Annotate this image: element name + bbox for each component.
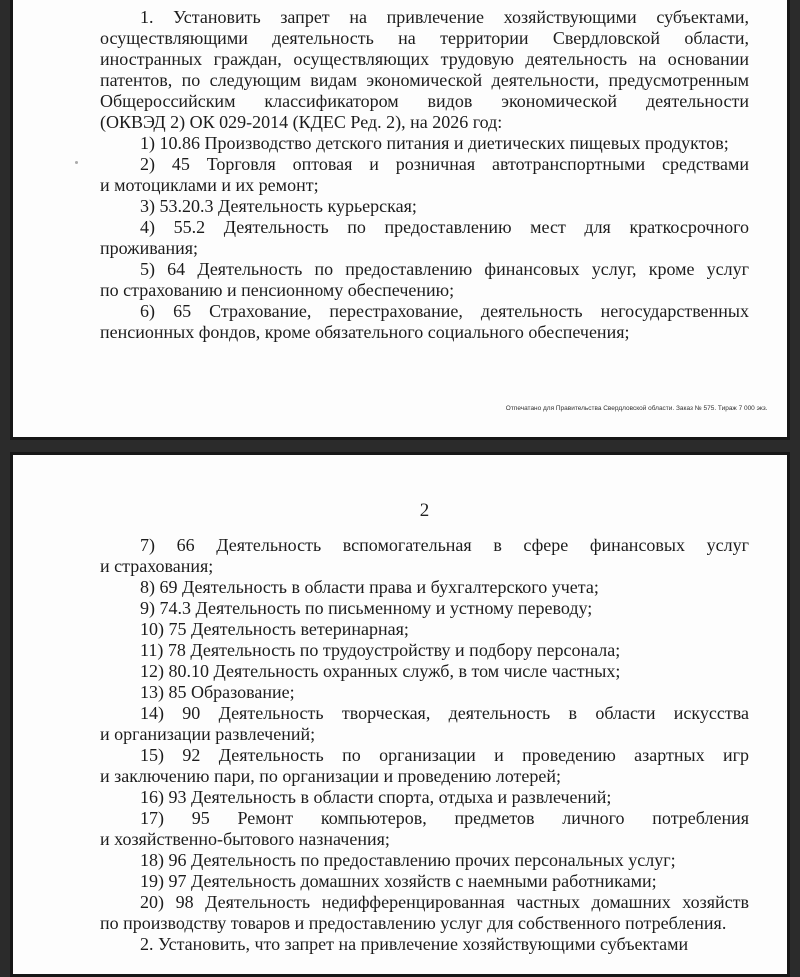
text-line: 14) 90 Деятельность творческая, деятельность в области искусства (140, 703, 749, 723)
text-line: 19) 97 Деятельность домашних хозяйств с наемными работниками; (140, 871, 657, 891)
scanned-page-2 (10, 452, 790, 977)
text-paragraph (100, 598, 749, 619)
text-line: 9) 74.3 Деятельность по письменному и устному переводу; (140, 598, 593, 618)
text-line: 1) 10.86 Производство детского питания и диетических пищевых продуктов; (140, 133, 729, 153)
text-line: и мотоциклами и их ремонт; (100, 175, 319, 195)
text-paragraph (100, 133, 749, 154)
text-line: 13) 85 Образование; (140, 682, 295, 702)
text-line: 16) 93 Деятельность в области спорта, отдыха и развлечений; (140, 787, 612, 807)
text-paragraph (100, 301, 749, 343)
text-line: проживания; (100, 238, 199, 258)
text-line: и заключению пари, по организации и проведению лотерей; (100, 766, 561, 786)
page2-paragraphs (100, 535, 749, 955)
text-line: 6) 65 Страхование, перестрахование, деятельность негосударственных (140, 301, 749, 321)
text-line: 3) 53.20.3 Деятельность курьерская; (140, 196, 417, 216)
text-paragraph (100, 787, 749, 808)
text-line: 8) 69 Деятельность в области права и бухгалтерского учета; (140, 577, 599, 597)
text-line: 2) 45 Торговля оптовая и розничная автотранспортными средствами (140, 154, 749, 174)
text-line: 11) 78 Деятельность по трудоустройству и подбору персонала; (140, 640, 621, 660)
text-line: и страхования; (100, 556, 214, 576)
text-line: 4) 55.2 Деятельность по предоставлению мест для краткосрочного (140, 217, 749, 237)
scan-artifact-dot (75, 161, 78, 164)
text-paragraph (100, 577, 749, 598)
text-paragraph (100, 661, 749, 682)
text-line: осуществляющими деятельность на территории Свердловской области, (100, 28, 749, 48)
text-paragraph (100, 703, 749, 745)
text-line: 15) 92 Деятельность по организации и проведению азартных игр (140, 745, 749, 765)
text-paragraph (100, 7, 749, 133)
text-line: и хозяйственно-бытового назначения; (100, 829, 390, 849)
text-line: 5) 64 Деятельность по предоставлению финансовых услуг, кроме услуг (140, 259, 749, 279)
text-line: по страхованию и пенсионному обеспечению; (100, 280, 455, 300)
text-line: 1. Установить запрет на привлечение хозяйствующими субъектами, (140, 7, 749, 27)
scanned-page-1 (10, 0, 790, 440)
text-paragraph (100, 850, 749, 871)
text-paragraph (100, 871, 749, 892)
text-paragraph (100, 259, 749, 301)
text-line: 12) 80.10 Деятельность охранных служб, в том числе частных; (140, 661, 621, 681)
text-line: патентов, по следующим видам экономической деятельности, предусмотренным (100, 70, 749, 90)
text-line: и организации развлечений; (100, 724, 316, 744)
text-paragraph (100, 745, 749, 787)
text-line: 18) 96 Деятельность по предоставлению прочих персональных услуг; (140, 850, 676, 870)
text-line: пенсионных фондов, кроме обязательного социального обеспечения; (100, 322, 630, 342)
text-paragraph (100, 535, 749, 577)
text-paragraph (100, 682, 749, 703)
page-number: 2 (419, 500, 430, 521)
page1-text-column (13, 0, 787, 343)
text-line: 10) 75 Деятельность ветеринарная; (140, 619, 409, 639)
text-paragraph (100, 640, 749, 661)
text-paragraph (100, 808, 749, 850)
text-line: иностранных граждан, осуществляющих трудовую деятельность на основании (100, 49, 749, 69)
text-line: по производству товаров и предоставлению услуг для собственного потребления. (100, 913, 727, 933)
text-paragraph (100, 154, 749, 196)
page2-text-column (13, 500, 787, 955)
text-paragraph (100, 217, 749, 259)
text-line: Общероссийским классификатором видов экономической деятельности (100, 91, 749, 111)
text-paragraph (100, 934, 749, 955)
text-line: 20) 98 Деятельность недифференцированная частных домашних хозяйств (140, 892, 749, 912)
text-line: 2. Установить, что запрет на привлечение хозяйствующими субъектами (140, 934, 689, 954)
text-line: (ОКВЭД 2) ОК 029-2014 (КДЕС Ред. 2), на 2026 год: (100, 112, 503, 132)
text-line: 17) 95 Ремонт компьютеров, предметов личного потребления (140, 808, 749, 828)
print-imprint-note: Отпечатано для Правительства Свердловской области. Заказ № 575. Тираж 7 000 экз. (506, 404, 768, 412)
text-paragraph (100, 619, 749, 640)
text-paragraph (100, 892, 749, 934)
text-line: 7) 66 Деятельность вспомогательная в сфере финансовых услуг (140, 535, 749, 555)
text-paragraph (100, 196, 749, 217)
